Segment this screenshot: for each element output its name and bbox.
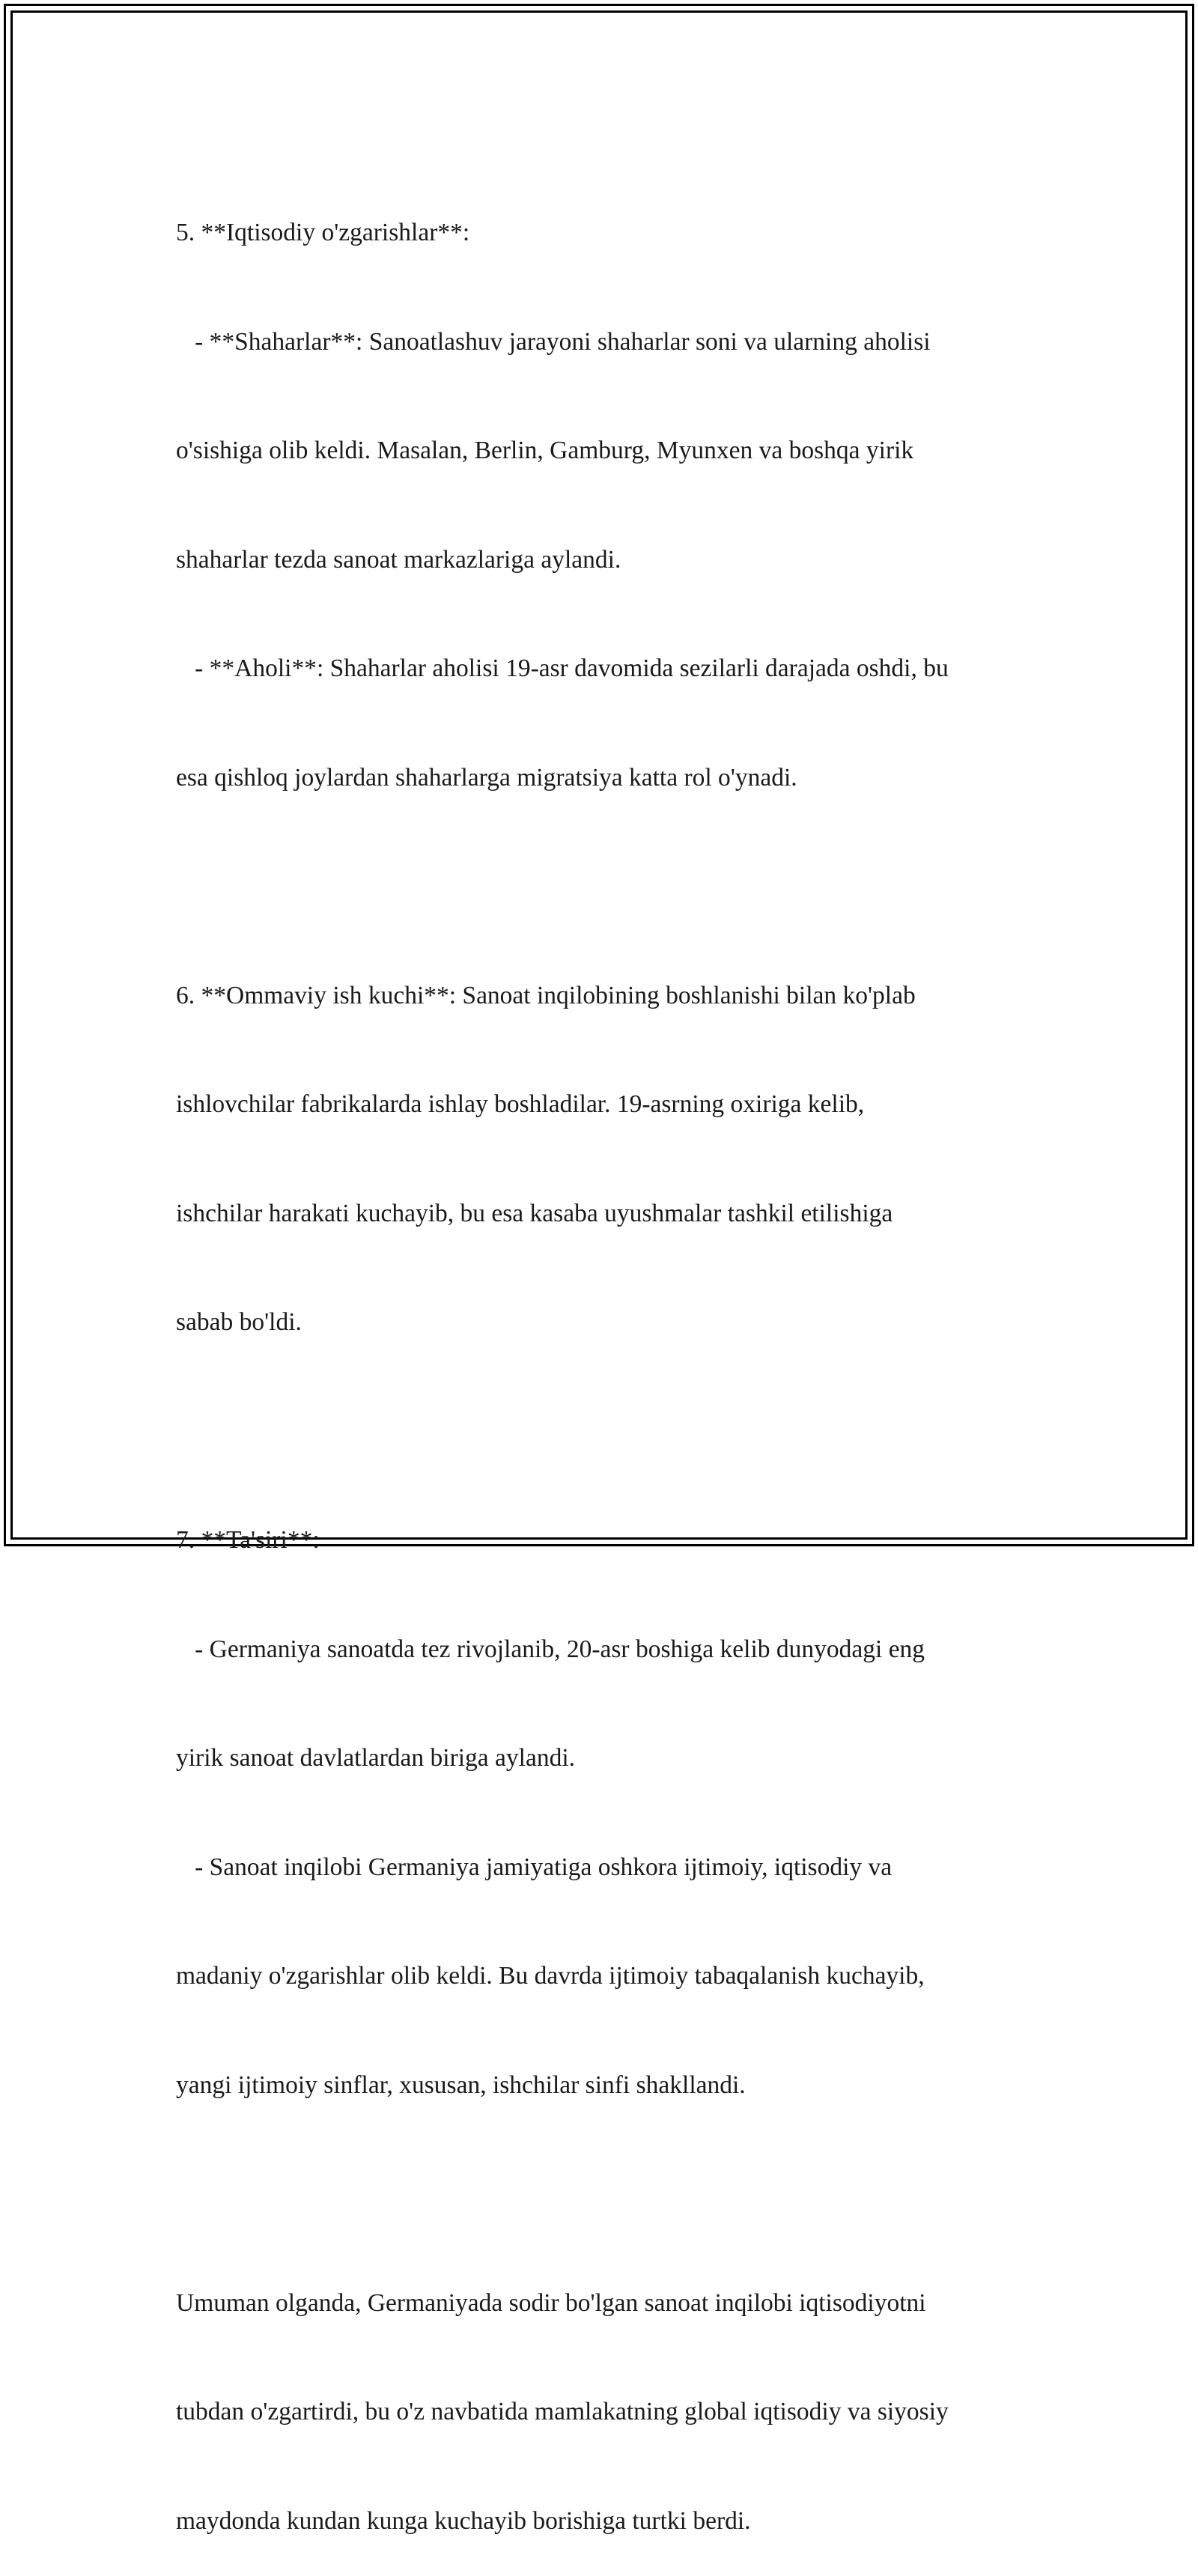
section-5-shaharlar-line-2: o'sishiga olib keldi. Masalan, Berlin, Gamburg, Myunxen va boshqa yirik xyxy=(176,437,914,464)
conclusion-line-2: tubdan o'zgartirdi, bu o'z navbatida mamlakatning global iqtisodiy va siyosiy xyxy=(176,2398,949,2425)
section-6-line-4: sabab bo'ldi. xyxy=(176,1308,302,1336)
blank-line xyxy=(176,1414,1037,1450)
section-6-line-2: ishlovchilar fabrikalarda ishlay boshladilar. 19-asrning oxiriga kelib, xyxy=(176,1090,865,1118)
section-6-line-1: 6. **Ommaviy ish kuchi**: Sanoat inqilobining boshlanishi bilan ko'plab xyxy=(176,981,916,1009)
section-5-shaharlar-line-1: - **Shaharlar**: Sanoatlashuv jarayoni shaharlar soni va ularning aholisi xyxy=(176,327,931,356)
section-5-aholi-line-1: - **Aholi**: Shaharlar aholisi 19-asr davomida sezilarli darajada oshdi, bu xyxy=(176,654,949,682)
section-5-aholi-line-2: esa qishloq joylardan shaharlarga migratsiya katta rol o'ynadi. xyxy=(176,763,797,792)
section-7-bullet-2-line-2: madaniy o'zgarishlar olib keldi. Bu davrda ijtimoiy tabaqalanish kuchayib, xyxy=(176,1962,925,1990)
blank-line xyxy=(176,2176,1037,2213)
section-6-line-3: ishchilar harakati kuchayib, bu esa kasaba uyushmalar tashkil etilishiga xyxy=(176,1199,893,1227)
section-7-bullet-2-line-1: - Sanoat inqilobi Germaniya jamiyatiga oshkora ijtimoiy, iqtisodiy va xyxy=(176,1853,893,1881)
section-5-shaharlar-line-3: shaharlar tezda sanoat markazlariga aylandi. xyxy=(176,545,621,574)
section-7-heading: 7. **Ta'siri**: xyxy=(176,1526,320,1554)
conclusion-line-3: maydonda kundan kunga kuchayib borishiga turtki berdi. xyxy=(176,2506,751,2535)
blank-line xyxy=(176,869,1037,905)
section-7-bullet-1-line-1: - Germaniya sanoatda tez rivojlanib, 20-asr boshiga kelib dunyodagi eng xyxy=(176,1635,925,1663)
document-body xyxy=(176,142,1037,2576)
conclusion-line-1: Umuman olganda, Germaniyada sodir bo'lgan sanoat inqilobi iqtisodiyotni xyxy=(176,2288,926,2317)
section-7-bullet-2-line-3: yangi ijtimoiy sinflar, xususan, ishchilar sinfi shakllandi. xyxy=(176,2071,746,2099)
section-7-bullet-1-line-2: yirik sanoat davlatlardan biriga aylandi. xyxy=(176,1744,576,1772)
section-5-heading: 5. **Iqtisodiy o'zgarishlar**: xyxy=(176,219,470,246)
